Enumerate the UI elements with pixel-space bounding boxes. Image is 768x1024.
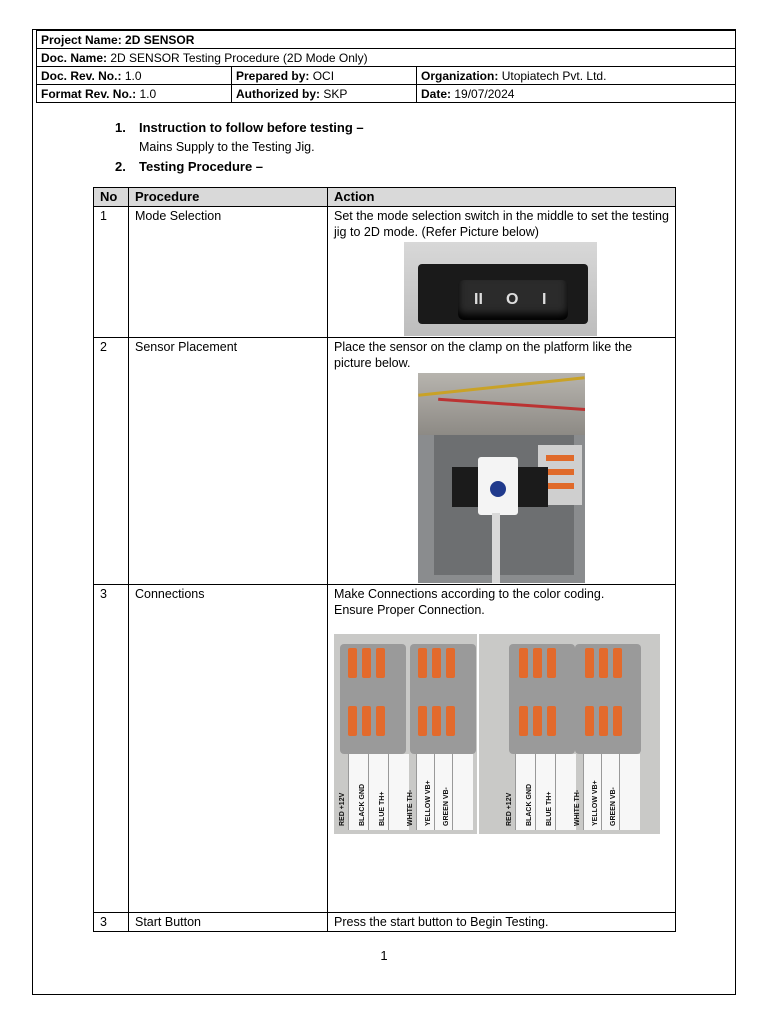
row-procedure: Start Button (129, 913, 328, 932)
doc-rev-cell (37, 67, 232, 85)
authorized-by-label: Authorized by: (236, 86, 320, 101)
col-header-procedure: Procedure (129, 188, 328, 207)
switch-base (418, 264, 588, 324)
mode-switch-photo (404, 242, 597, 336)
doc-rev-label: Doc. Rev. No.: (41, 68, 122, 83)
procedure-table (93, 187, 676, 932)
wire-label: BLUE TH+ (388, 754, 409, 830)
row-procedure: Sensor Placement (129, 338, 328, 585)
authorized-by-value: SKP (323, 86, 348, 101)
wire-label: GREEN VB- (452, 754, 473, 830)
prepared-by-value: OCI (312, 68, 335, 83)
switch-symbol-right: I (542, 291, 547, 308)
wire-label: RED +12V (515, 754, 536, 830)
project-name-label: Project Name: (41, 32, 122, 47)
switch-symbol-left: II (474, 291, 483, 308)
wire-label: WHITE TH- (583, 754, 604, 830)
row-number: 3 (94, 585, 129, 913)
connection-photos (334, 634, 669, 834)
doc-rev-value: 1.0 (124, 68, 142, 83)
organization-value: Utopiatech Pvt. Ltd. (501, 68, 607, 83)
switch-rocker (458, 280, 568, 320)
sensor-cable (492, 513, 500, 583)
row-action: Place the sensor on the clamp on the platform like the picture below. (334, 340, 633, 370)
wire-label: BLUE TH+ (555, 754, 576, 830)
section-2-number: 2. (115, 159, 126, 174)
connection-photo-right (479, 634, 660, 834)
doc-name-value: 2D SENSOR Testing Procedure (2D Mode Only) (110, 50, 368, 65)
connection-photo-left (334, 634, 477, 834)
prepared-by-label: Prepared by: (236, 68, 310, 83)
wire-label: GREEN VB- (619, 754, 640, 830)
row-number: 2 (94, 338, 129, 585)
row-action-cell (328, 207, 676, 338)
doc-name-cell (37, 49, 736, 67)
wire-label: YELLOW VB+ (434, 754, 455, 830)
organization-label: Organization: (421, 68, 499, 83)
project-name-value: 2D SENSOR (125, 32, 195, 47)
table-row (94, 338, 676, 585)
date-label: Date: (421, 86, 452, 101)
row-action: Press the start button to Begin Testing. (328, 913, 676, 932)
organization-cell (417, 67, 736, 85)
page-number: 1 (380, 948, 388, 963)
table-row (94, 913, 676, 932)
col-header-action: Action (328, 188, 676, 207)
date-value: 19/07/2024 (454, 86, 515, 101)
section-2-heading (115, 159, 263, 174)
authorized-by-cell (232, 85, 417, 103)
document-header-table (36, 30, 736, 103)
wire-label: WHITE TH- (416, 754, 437, 830)
row-procedure: Mode Selection (129, 207, 328, 338)
sensor-placement-photo (418, 373, 585, 583)
wire-label: RED +12V (348, 754, 369, 830)
sensor-device (478, 457, 518, 515)
row-action-cell (328, 338, 676, 585)
table-row (94, 207, 676, 338)
row-action: Make Connections according to the color coding. (334, 587, 605, 601)
wire-label: BLACK GND (368, 754, 389, 830)
section-1-body: Mains Supply to the Testing Jig. (139, 140, 315, 154)
switch-symbol-middle: O (506, 291, 519, 308)
format-rev-label: Format Rev. No.: (41, 86, 137, 101)
col-header-no: No (94, 188, 129, 207)
project-name-cell (37, 31, 736, 49)
date-cell (417, 85, 736, 103)
row-action: Set the mode selection switch in the middle to set the testing jig to 2D mode. (Refer Picture below) (334, 209, 669, 239)
format-rev-cell (37, 85, 232, 103)
row-procedure: Connections (129, 585, 328, 913)
row-number: 1 (94, 207, 129, 338)
sensor-logo-icon (490, 481, 506, 497)
row-action-cell (328, 585, 676, 913)
format-rev-value: 1.0 (139, 86, 157, 101)
section-1-title: Instruction to follow before testing – (139, 120, 364, 135)
row-number: 3 (94, 913, 129, 932)
section-2-title: Testing Procedure – (139, 159, 264, 174)
doc-name-label: Doc. Name: (41, 50, 108, 65)
row-action-secondary: Ensure Proper Connection. (334, 603, 485, 617)
wire-label: BLACK GND (535, 754, 556, 830)
wire-label: YELLOW VB+ (601, 754, 622, 830)
procedure-table-header (94, 188, 676, 207)
table-row (94, 585, 676, 913)
section-1-number: 1. (115, 120, 126, 135)
prepared-by-cell (232, 67, 417, 85)
section-1-heading (115, 120, 364, 135)
